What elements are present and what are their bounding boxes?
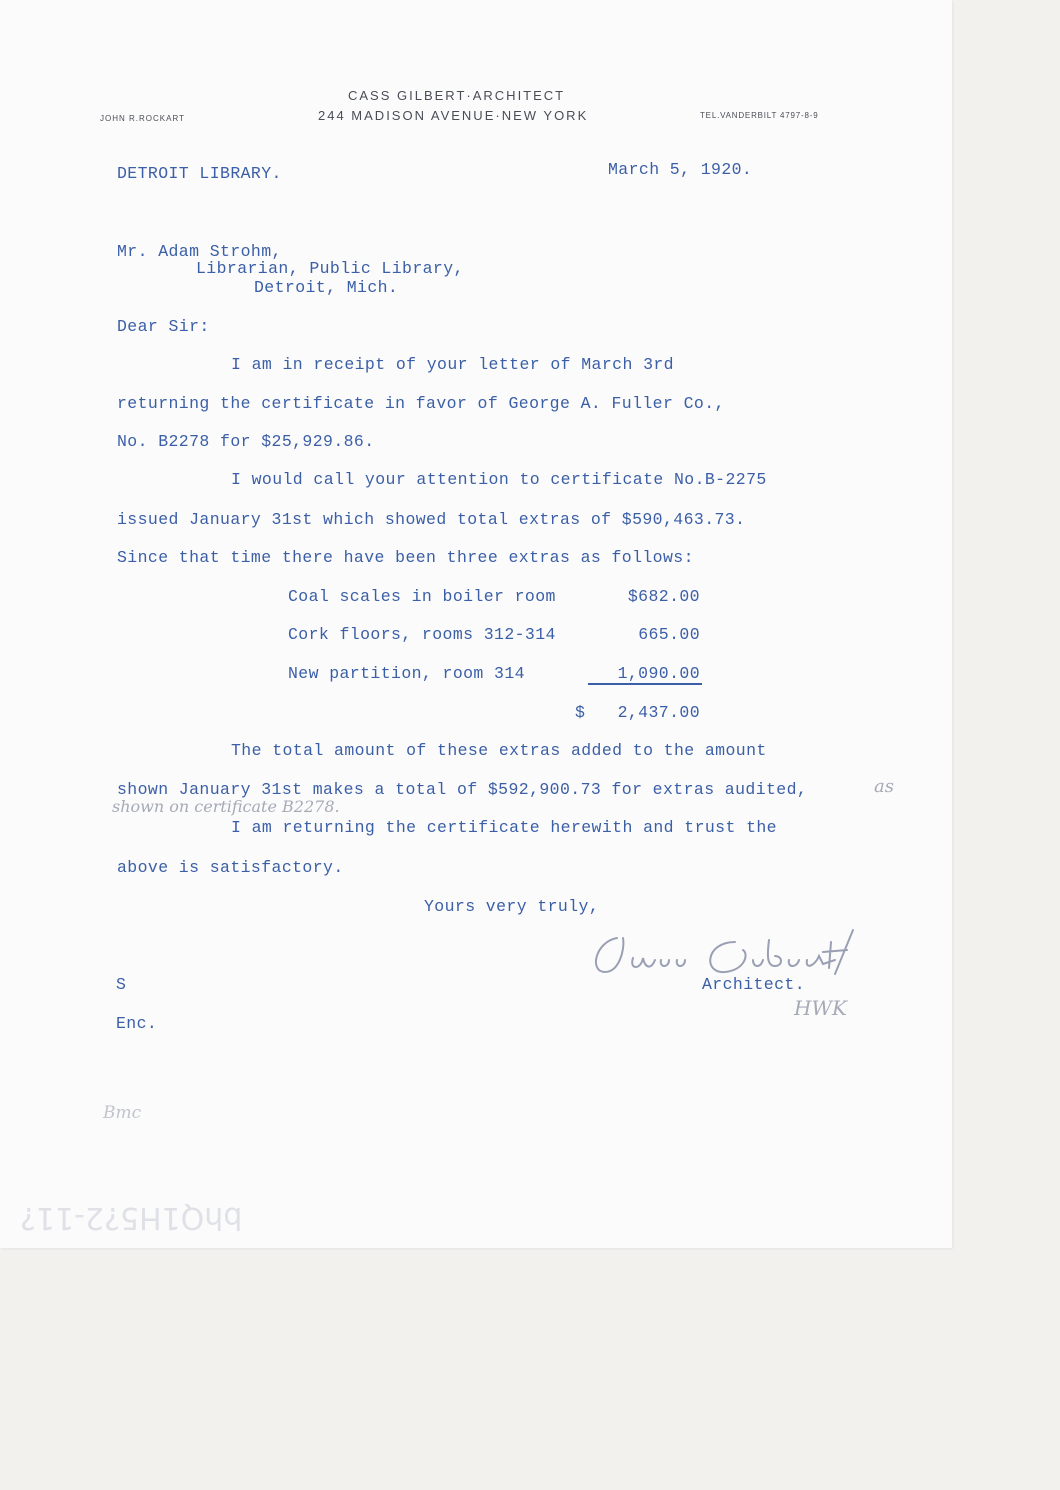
body-p2-line-2: issued January 31st which showed total extras of $590,463.73.: [117, 510, 746, 529]
salutation: Dear Sir:: [117, 317, 210, 336]
body-p1-line-3: No. B2278 for $25,929.86.: [117, 432, 375, 451]
signature-initials: HWK: [794, 996, 847, 1020]
closing: Yours very truly,: [424, 897, 600, 916]
body-p2-line-1: I would call your attention to certificate No.B-2275: [231, 470, 767, 489]
letter-date: March 5, 1920.: [608, 160, 753, 179]
extra-amount-3: 1,090.00: [617, 664, 700, 683]
body-p4-line-1: I am returning the certificate herewith and trust the: [231, 818, 777, 837]
total-symbol: $: [575, 703, 586, 722]
extra-amount-2: 665.00: [638, 625, 700, 644]
body-p2-line-3: Since that time there have been three extras as follows:: [117, 548, 694, 567]
handwritten-insert-line: shown on certificate B2278.: [112, 797, 340, 816]
typist-initials: S: [116, 975, 127, 994]
margin-note: Bmc: [103, 1103, 142, 1123]
extra-item-2: Cork floors, rooms 312-314: [288, 625, 556, 644]
letterhead-firm: CASS GILBERT·ARCHITECT: [348, 88, 566, 103]
letterhead-tel: TEL.VANDERBILT 4797-8-9: [700, 111, 819, 120]
enclosure-note: Enc.: [116, 1014, 158, 1033]
signer-title: Architect.: [702, 975, 806, 994]
total-amount: 2,437.00: [617, 703, 700, 722]
body-p3-line-1: The total amount of these extras added to the amount: [231, 741, 767, 760]
recipient-line-2: Librarian, Public Library,: [196, 259, 464, 278]
body-p3-line-2: shown January 31st makes a total of $592,900.73 for extras audited,: [117, 780, 808, 799]
total-underline: [588, 683, 702, 685]
body-p1-line-1: I am in receipt of your letter of March 3rd: [231, 355, 674, 374]
recipient-line-3: Detroit, Mich.: [254, 278, 399, 297]
extra-amount-1: $682.00: [627, 587, 700, 606]
letterhead-address: 244 MADISON AVENUE·NEW YORK: [318, 108, 589, 123]
subject-line: DETROIT LIBRARY.: [117, 164, 282, 183]
recipient-line-1: Mr. Adam Strohm,: [117, 242, 282, 261]
body-p4-line-2: above is satisfactory.: [117, 858, 344, 877]
letterhead-left: JOHN R.ROCKART: [100, 114, 185, 123]
extra-item-1: Coal scales in boiler room: [288, 587, 556, 606]
handwritten-insert-end: as: [874, 776, 894, 797]
extra-item-3: New partition, room 314: [288, 664, 525, 683]
body-p1-line-2: returning the certificate in favor of George A. Fuller Co.,: [117, 394, 725, 413]
archive-stamp: bhQ1H5?2-11?: [20, 1200, 243, 1235]
